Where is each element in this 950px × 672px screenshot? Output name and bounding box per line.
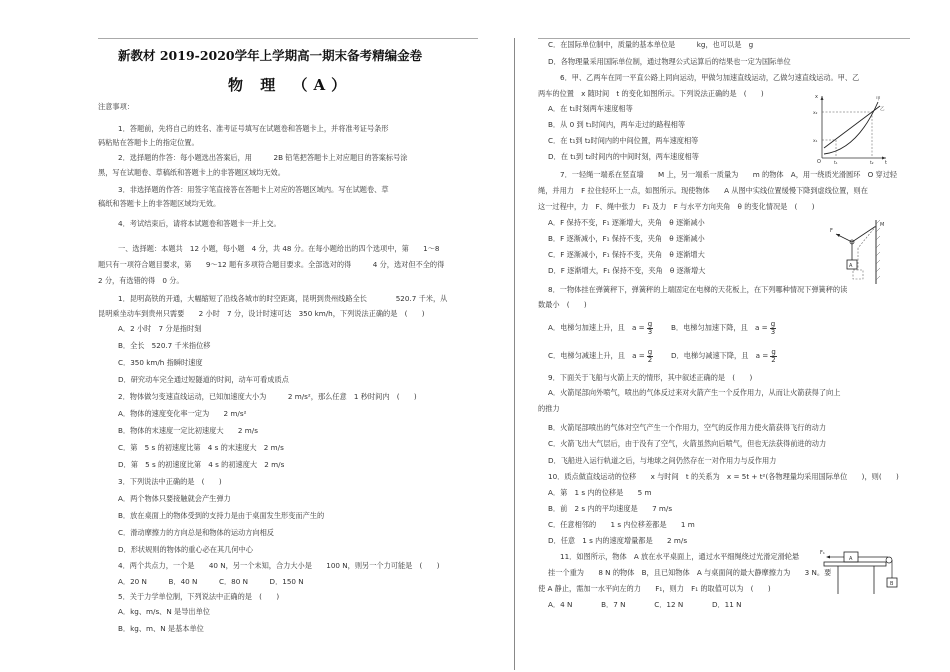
right-line: A．火箭尾部向外喷气，喷出的气体反过来对火箭产生一个反作用力，从而让火箭获得了向上 [548,388,841,397]
top-rule-right [538,38,910,39]
q8-fraction-numerator: g [770,319,776,328]
right-line: 数最小 ( ) [538,300,587,309]
left-line: D．形状规则的物体的重心必在其几何中心 [118,545,253,554]
q8-fraction-numerator: g [647,347,653,356]
right-line: B．火箭尾部喷出的气体对空气产生一个作用力，空气的反作用力使火箭获得飞行的动力 [548,423,827,432]
q6-t1-label: t₁ [834,161,838,164]
q11-table-pulley-diagram [818,548,908,596]
left-line: 稿纸和答题卡上的非答题区域均无效。 [98,199,221,208]
q7-F-label: F [830,228,833,234]
q6-x1-label: x₁ [813,139,818,144]
q8-option-text: B．电梯匀加速下降，且 a = [671,323,768,332]
left-line: 注意事项： [98,102,134,111]
top-rule-left [98,38,478,39]
right-line: D．F 逐渐增大，F₁ 保持不变，夹角 θ 逐渐增大 [548,266,706,275]
left-line: 4．考试结束后，请将本试题卷和答题卡一并上交。 [118,219,281,228]
column-divider [514,38,515,670]
q8-option [671,320,778,336]
left-line: D．第 5 s 的初速度比第 4 s 的初速度大 2 m/s [118,460,285,469]
right-line: C．在 t₁到 t₂时间内的中间位置，两车速度相等 [548,136,699,145]
left-line: A．20 N B．40 N C．80 N D．150 N [118,577,304,586]
q8-fraction-denominator: 2 [771,355,776,364]
right-line: C．火箭飞出大气层后，由于没有了空气，火箭虽然向后喷气，但也无法获得前进的动力 [548,439,827,448]
left-line: B．物体的末速度一定比初速度大 2 m/s [118,426,258,435]
right-line: 这一过程中，力 F、绳中张力 F₁ 及力 F 与水平方向夹角 θ 的变化情况是 ( ) [538,202,815,211]
right-line: 8．一物体挂在弹簧秤下，弹簧秤的上端固定在电梯的天花板上，在下列哪种情况下弹簧秤的读 [548,285,848,294]
q8-fraction [770,349,776,364]
left-line: 1．昆明高铁的开通，大幅缩短了沿线各城市的时空距离，昆明到贵州线路全长 520.7 千米，从 [118,294,448,303]
q11-A-label: A [849,556,853,562]
left-line: 3．下列说法中正确的是 ( ) [118,477,222,486]
right-line: 10．质点做直线运动的位移 x 与时间 t 的关系为 x = 5t + t²(各物理量均采用国际单位 )，则( ) [548,472,899,481]
right-line: 的推力 [538,404,560,413]
q6-x2-label: x₂ [813,111,818,116]
left-line: 4．两个共点力，一个是 40 N，另一个未知，合力大小是 100 N，则另一个力可能是 ( ) [118,561,440,570]
right-line: 两车的位置 x 随时间 t 的变化如图所示。下列说法正确的是 ( ) [538,89,764,98]
left-line: A．kg、m/s、N 是导出单位 [118,607,210,616]
q6-yi-label: 乙 [880,107,885,112]
q8-fraction [770,321,776,336]
right-line: 11．如图所示，物体 A 放在水平桌面上，通过水平细绳绕过光滑定滑轮悬 [560,552,800,561]
right-line: A．在 t₁时刻两车速度相等 [548,104,633,113]
left-line: C．第 5 s 的初速度比第 4 s 的末速度大 2 m/s [118,443,284,452]
q6-t2-label: t₂ [870,161,874,164]
left-line: A．物体的速度变化率一定为 2 m/s² [118,409,247,418]
q8-option [548,348,655,364]
right-line: 绳，并用力 F 拉住轻环上一点，如图所示。现使物体 A 从图中实线位置缓慢下降到虚线位置，则在 [538,186,868,195]
q8-fraction-numerator: g [647,319,653,328]
left-line: D．研究动车完全通过短隧道的时间，动车可看成质点 [118,375,289,384]
q8-option [548,320,655,336]
q6-xt-graph [812,92,890,164]
right-line: D．飞船进入运行轨道之后，与地球之间仍然存在一对作用力与反作用力 [548,456,777,465]
q6-origin-label: O [817,159,821,164]
exam-subject: 物 理 （A） [228,76,353,94]
q7-rope [852,226,876,242]
left-line: 2．选择题的作答：每小题选出答案后，用 2B 铅笔把答题卡上对应题目的答案标号涂 [118,153,408,162]
q11-F1-label: F₁ [820,550,825,556]
q6-line-yi [824,106,880,148]
q6-t-label: t [885,160,887,164]
left-line: 码粘贴在答题卡上的指定位置。 [98,138,199,147]
right-line: D．任意 1 s 内的速度增量都是 2 m/s [548,536,688,545]
right-line: C．F 逐渐减小，F₁ 保持不变，夹角 θ 逐渐增大 [548,250,705,259]
right-line: B．F 逐渐减小，F₁ 保持不变，夹角 θ 逐渐减小 [548,234,705,243]
right-line: D．各物理量采用国际单位制，通过物理公式运算后的结果也一定为国际单位 [548,57,791,66]
left-line: 题只有一项符合题目要求，第 9～12 题有多项符合题目要求。全部选对的得 4 分，选对但不全的得 [98,260,445,269]
right-line: A．4 N B．7 N C．12 N D．11 N [548,600,742,609]
q6-x-label: x [815,94,818,100]
right-line: 6．甲、乙两车在同一平直公路上同向运动，甲做匀加速直线运动，乙做匀速直线运动。甲、乙 [560,73,860,82]
q7-wall-ring-diagram [828,218,888,286]
left-line: 2．物体做匀变速直线运动，已知加速度大小为 2 m/s²，那么任意 1 秒时间内 ( ) [118,392,417,401]
left-line: 5．关于力学单位制，下列说法中正确的是 ( ) [118,592,280,601]
left-line: A．两个物体只要接触就会产生弹力 [118,494,231,503]
right-line: 使 A 静止，需加一水平向左的力 F₁，则力 F₁ 的取值可以为 ( ) [538,584,771,593]
left-line: B．kg、m、N 是基本单位 [118,624,204,633]
q8-fraction-denominator: 3 [647,327,653,336]
q8-fraction [647,321,653,336]
left-line: C．350 km/h 指瞬时速度 [118,358,203,367]
q8-fraction-denominator: 2 [647,355,653,364]
q11-B-label: B [890,581,894,587]
right-line: 9．下面关于飞船与火箭上天的情形，其中叙述正确的是 ( ) [548,373,753,382]
left-line: 黑，写在试题卷、草稿纸和答题卡上的非答题区域均无效。 [98,168,285,177]
right-line: C．在国际单位制中，质量的基本单位是 kg，也可以是 g [548,40,754,49]
q8-option [671,348,779,364]
q8-option-text: C．电梯匀减速上升，且 a = [548,351,645,360]
q7-A-label: A [849,263,853,269]
q6-jia-label: 甲 [876,97,881,102]
q7-M-label: M [880,222,885,228]
right-line: D．在 t₁到 t₂时间内的中间时刻，两车速度相等 [548,152,699,161]
right-line: 7．一轻绳一端系在竖直墙 M 上，另一端系一质量为 m 的物体 A，用一绕质光滑圆环 O 穿过轻 [560,170,898,179]
left-line: C．滑动摩擦力的方向总是和物体的运动方向相反 [118,528,274,537]
left-line: 3．非选择题的作答：用签字笔直接答在答题卡上对应的答题区域内。写在试题卷、草 [118,185,389,194]
right-line: A．第 1 s 内的位移是 5 m [548,488,652,497]
q8-option-text: D．电梯匀减速下降，且 a = [671,351,769,360]
q8-fraction-numerator: g [771,347,776,356]
left-line: 昆明乘坐动车到贵州只需要 2 小时 7 分，设计时速可达 350 km/h，下列说法正确的是 ( ) [98,309,425,318]
right-line: B．前 2 s 内的平均速度是 7 m/s [548,504,673,513]
q11-table [824,562,886,566]
right-line: C．任意相邻的 1 s 内位移差都是 1 m [548,520,695,529]
exam-title: 新教材 2019-2020学年上学期高一期末备考精编金卷 [118,48,423,63]
q8-fraction [647,349,653,364]
right-line: 挂一个重为 8 N 的物体 B，且已知物体 A 与桌面间的最大静摩擦力为 3 N。要 [548,568,832,577]
q8-option-text: A．电梯匀加速上升，且 a = [548,323,645,332]
q11-pulley [886,557,892,563]
left-line: B．放在桌面上的物体受到的支持力是由于桌面发生形变而产生的 [118,511,325,520]
left-line: B．全长 520.7 千米指位移 [118,341,211,350]
left-line: 1．答题前，先将自己的姓名、准考证号填写在试题卷和答题卡上，并将准考证号条形 [118,124,389,133]
left-line: A．2 小时 7 分是指时刻 [118,324,202,333]
right-line: B．从 0 到 t₁时间内，两车走过的路程相等 [548,120,686,129]
right-line: A．F 保持不变，F₁ 逐渐增大，夹角 θ 逐渐减小 [548,218,705,227]
q8-fraction-denominator: 3 [770,327,776,336]
left-line: 一、选择题：本题共 12 小题，每小题 4 分，共 48 分。在每小题给出的四个选项中，第 1～8 [118,244,440,253]
left-line: 2 分，有选错的得 0 分。 [98,276,184,285]
